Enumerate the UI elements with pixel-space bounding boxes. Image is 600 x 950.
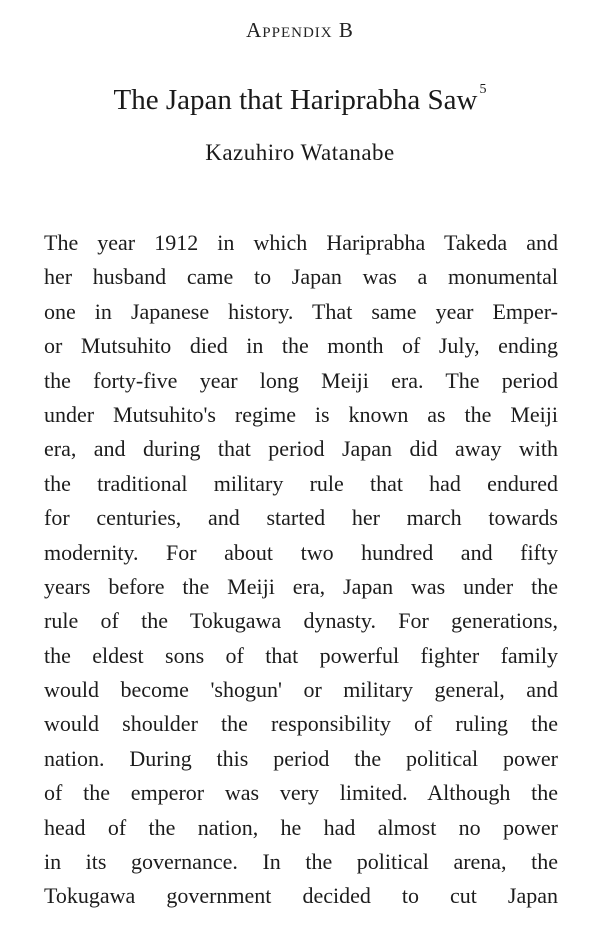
body-line: the traditional military rule that had endured <box>44 470 558 496</box>
body-line: Tokugawa government decided to cut Japan <box>44 883 558 909</box>
body-line: under Mutsuhito's regime is known as the Meiji <box>44 401 558 427</box>
body-paragraph <box>44 226 558 914</box>
body-line: years before the Meiji era, Japan was under the <box>44 573 558 599</box>
chapter-title-text: The Japan that Hariprabha Saw <box>113 84 478 116</box>
body-line: for centuries, and started her march towards <box>44 505 558 531</box>
body-line: would become 'shogun' or military general, and <box>44 677 558 703</box>
body-line: era, and during that period Japan did away with <box>44 436 558 462</box>
body-line: of the emperor was very limited. Although the <box>44 780 558 806</box>
chapter-title <box>0 84 600 117</box>
body-line: nation. During this period the political power <box>44 745 558 771</box>
body-line: one in Japanese history. That same year Emper- <box>44 298 558 324</box>
body-line: in its governance. In the political arena, the <box>44 849 558 875</box>
body-line: the forty-five year long Meiji era. The period <box>44 367 558 393</box>
body-line: modernity. For about two hundred and fifty <box>44 539 558 565</box>
running-header: Appendix B <box>246 18 354 42</box>
body-line: The year 1912 in which Hariprabha Takeda and <box>44 230 558 255</box>
body-line: head of the nation, he had almost no power <box>44 814 558 840</box>
body-line: the eldest sons of that powerful fighter family <box>44 642 558 668</box>
body-line: rule of the Tokugawa dynasty. For generations, <box>44 608 558 634</box>
author-name: Kazuhiro Watanabe <box>205 140 395 165</box>
body-line: would shoulder the responsibility of ruling the <box>44 711 558 737</box>
footnote-marker: 5 <box>479 82 487 97</box>
body-line: her husband came to Japan was a monumental <box>44 264 558 290</box>
body-line: or Mutsuhito died in the month of July, ending <box>44 333 558 359</box>
